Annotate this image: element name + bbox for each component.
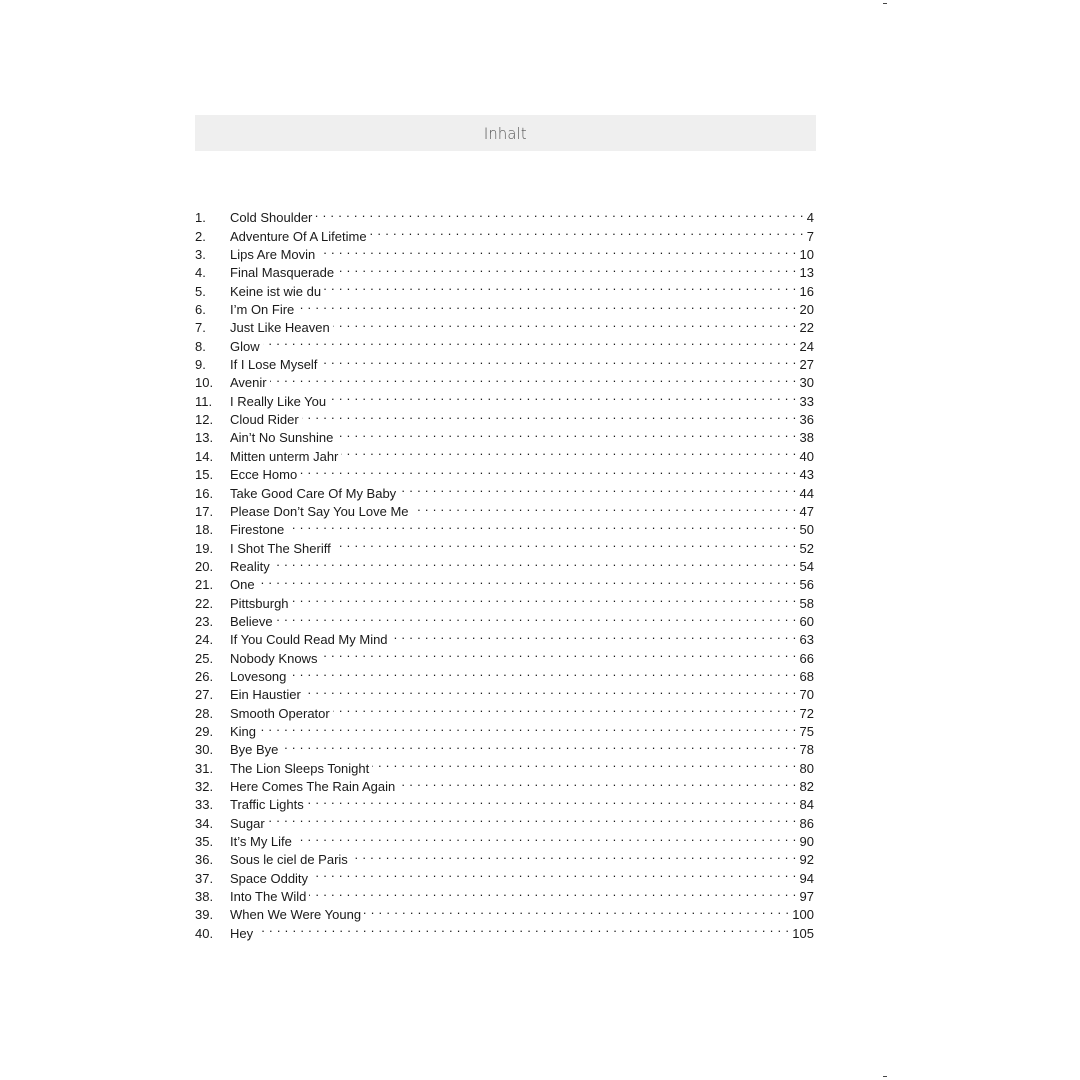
toc-dot-leader bbox=[320, 351, 796, 369]
toc-dot-leader bbox=[336, 424, 796, 442]
toc-dot-leader bbox=[281, 736, 796, 754]
toc-entry-page: 52 bbox=[799, 540, 814, 556]
toc-entry-title: Cloud Rider bbox=[230, 412, 299, 428]
toc-dot-leader bbox=[334, 534, 797, 552]
toc-entry-number: 32. bbox=[195, 779, 214, 794]
toc-entry-number: 38. bbox=[195, 889, 214, 905]
toc-entry-number: 24. bbox=[195, 632, 214, 648]
toc-dot-leader bbox=[300, 461, 796, 479]
toc-entry-page: 70 bbox=[799, 687, 814, 703]
toc-entry[interactable] bbox=[195, 369, 814, 391]
toc-entry-page: 50 bbox=[799, 522, 814, 538]
toc-entry-number: 2. bbox=[195, 228, 206, 244]
toc-entry-title: Adventure Of A Lifetime bbox=[230, 228, 367, 244]
crop-mark-bottom bbox=[883, 1076, 887, 1077]
toc-entry-number: 18. bbox=[195, 522, 214, 538]
toc-entry-number: 37. bbox=[195, 870, 214, 886]
toc-entry-number: 4. bbox=[195, 265, 206, 281]
toc-entry-number: 25. bbox=[195, 650, 214, 666]
toc-dot-leader bbox=[324, 277, 796, 295]
toc-entry-number: 20. bbox=[195, 558, 214, 574]
toc-entry-page: 33 bbox=[799, 393, 814, 409]
toc-entry-title: Firestone bbox=[230, 522, 285, 538]
toc-entry-title: When We Were Young bbox=[230, 907, 362, 923]
toc-entry[interactable] bbox=[195, 553, 814, 574]
toc-entry-number: 28. bbox=[195, 705, 214, 721]
toc-entry-title: Cold Shoulder bbox=[230, 210, 313, 226]
toc-entry-number: 19. bbox=[195, 540, 214, 556]
toc-dot-leader bbox=[263, 332, 797, 350]
toc-entry-number: 10. bbox=[195, 375, 214, 391]
toc-entry-title: I Really Like You bbox=[230, 393, 327, 409]
toc-entry-title: Ain’t No Sunshine bbox=[230, 430, 334, 446]
toc-entry-page: 60 bbox=[799, 613, 814, 629]
toc-entry-title: Please Don’t Say You Love Me bbox=[230, 503, 409, 519]
toc-entry[interactable] bbox=[195, 351, 814, 373]
toc-entry-number: 7. bbox=[195, 320, 206, 336]
toc-entry-page: 90 bbox=[799, 834, 814, 850]
page-title: Inhalt bbox=[483, 123, 527, 143]
toc-entry[interactable] bbox=[195, 534, 814, 556]
toc-entry[interactable] bbox=[195, 736, 814, 758]
toc-entry-number: 36. bbox=[195, 852, 214, 868]
toc-entry-title: The Lion Sleeps Tonight bbox=[230, 760, 370, 776]
toc-dot-leader bbox=[315, 204, 803, 222]
toc-dot-leader bbox=[307, 791, 797, 809]
toc-entry-page: 22 bbox=[799, 320, 814, 336]
toc-entry-number: 31. bbox=[195, 760, 214, 776]
toc-entry-page: 97 bbox=[799, 889, 814, 905]
toc-entry-number: 30. bbox=[195, 742, 214, 758]
toc-entry[interactable] bbox=[195, 718, 814, 739]
toc-entry-title: Into The Wild bbox=[230, 889, 307, 905]
toc-entry-title: Take Good Care Of My Baby bbox=[230, 485, 397, 501]
toc-entry-number: 5. bbox=[195, 283, 206, 299]
toc-entry-title: Ein Haustier bbox=[230, 687, 301, 703]
toc-entry-page: 82 bbox=[799, 779, 814, 794]
title-bar bbox=[195, 115, 816, 151]
toc-dot-leader bbox=[289, 663, 796, 681]
toc-entry-title: Hey bbox=[230, 925, 254, 941]
toc-entry[interactable] bbox=[195, 754, 814, 776]
toc-entry-page: 105 bbox=[792, 925, 814, 941]
toc-entry-number: 15. bbox=[195, 467, 214, 483]
toc-entry-title: If I Lose Myself bbox=[230, 357, 318, 373]
toc-entry-title: I Shot The Sheriff bbox=[230, 540, 331, 556]
toc-dot-leader bbox=[372, 754, 796, 772]
toc-entry-number: 17. bbox=[195, 503, 214, 519]
toc-entry-page: 4 bbox=[806, 210, 814, 226]
toc-entry-number: 40. bbox=[195, 925, 214, 941]
toc-dot-leader bbox=[333, 314, 797, 332]
toc-entry-number: 33. bbox=[195, 797, 214, 813]
toc-entry-page: 30 bbox=[799, 375, 814, 391]
toc-entry[interactable] bbox=[195, 589, 814, 611]
toc-dot-leader bbox=[364, 901, 789, 919]
toc-entry-page: 36 bbox=[799, 412, 814, 428]
toc-dot-leader bbox=[309, 883, 796, 901]
toc-entry[interactable] bbox=[195, 809, 814, 831]
toc-entry-number: 27. bbox=[195, 687, 214, 703]
toc-entry[interactable] bbox=[195, 516, 814, 538]
toc-entry-number: 14. bbox=[195, 448, 214, 464]
toc-entry-page: 100 bbox=[792, 907, 814, 923]
toc-entry-page: 43 bbox=[799, 467, 814, 483]
toc-entry-title: Sugar bbox=[230, 815, 265, 831]
toc-entry-page: 84 bbox=[799, 797, 814, 813]
toc-entry-title: Lips Are Movin bbox=[230, 247, 316, 263]
toc-entry-page: 58 bbox=[799, 595, 814, 611]
toc-dot-leader bbox=[337, 259, 796, 277]
toc-entry-page: 44 bbox=[799, 485, 814, 501]
toc-dot-leader bbox=[292, 589, 797, 607]
toc-entry-number: 29. bbox=[195, 723, 214, 739]
toc-dot-leader bbox=[329, 387, 796, 405]
toc-entry-title: Space Oddity bbox=[230, 870, 309, 886]
toc-entry-title: Avenir bbox=[230, 375, 267, 391]
toc-entry-page: 38 bbox=[799, 430, 814, 446]
toc-entry-title: Final Masquerade bbox=[230, 265, 335, 281]
toc-entry-page: 75 bbox=[799, 723, 814, 739]
toc-entry[interactable] bbox=[195, 626, 814, 648]
toc-entry-title: If You Could Read My Mind bbox=[230, 632, 388, 648]
toc-entry-page: 47 bbox=[799, 503, 814, 519]
toc-dot-leader bbox=[273, 553, 797, 571]
toc-dot-leader bbox=[391, 626, 797, 644]
toc-entry-number: 22. bbox=[195, 595, 214, 611]
toc-entry-title: Smooth Operator bbox=[230, 705, 330, 721]
toc-entry-page: 24 bbox=[799, 338, 814, 354]
toc-dot-leader bbox=[341, 442, 796, 460]
toc-dot-leader bbox=[370, 222, 804, 240]
toc-entry-number: 35. bbox=[195, 834, 214, 850]
toc-entry-page: 78 bbox=[799, 742, 814, 758]
toc-entry-title: Believe bbox=[230, 613, 273, 629]
toc-entry-title: Lovesong bbox=[230, 668, 287, 684]
toc-entry-title: Pittsburgh bbox=[230, 595, 289, 611]
toc-entry-number: 21. bbox=[195, 577, 214, 593]
toc-dot-leader bbox=[320, 644, 796, 662]
toc-dot-leader bbox=[276, 608, 797, 626]
toc-entry-title: Reality bbox=[230, 558, 270, 574]
toc-dot-leader bbox=[297, 296, 796, 314]
toc-entry-number: 23. bbox=[195, 613, 214, 629]
toc-entry-page: 66 bbox=[799, 650, 814, 666]
toc-entry-page: 27 bbox=[799, 357, 814, 373]
toc-dot-leader bbox=[399, 479, 796, 497]
toc-dot-leader bbox=[259, 718, 797, 736]
toc-entry[interactable] bbox=[195, 828, 814, 850]
toc-dot-leader bbox=[333, 699, 797, 717]
toc-entry-title: Just Like Heaven bbox=[230, 320, 330, 336]
toc-dot-leader bbox=[270, 369, 797, 387]
toc-dot-leader bbox=[295, 828, 797, 846]
toc-entry-page: 13 bbox=[799, 265, 814, 281]
toc-entry-page: 40 bbox=[799, 448, 814, 464]
toc-entry-page: 80 bbox=[799, 760, 814, 776]
toc-entry[interactable] bbox=[195, 332, 814, 354]
toc-entry-title: Sous le ciel de Paris bbox=[230, 852, 348, 868]
toc-entry-page: 92 bbox=[799, 852, 814, 868]
toc-entry-page: 63 bbox=[799, 632, 814, 648]
toc-entry-page: 94 bbox=[799, 870, 814, 886]
toc-dot-leader bbox=[398, 773, 796, 791]
table-of-contents bbox=[195, 204, 814, 941]
toc-entry-number: 3. bbox=[195, 247, 206, 263]
toc-dot-leader bbox=[311, 864, 796, 882]
toc-dot-leader bbox=[318, 241, 796, 259]
toc-entry-number: 8. bbox=[195, 338, 206, 354]
toc-dot-leader bbox=[256, 919, 789, 937]
toc-entry-page: 10 bbox=[799, 247, 814, 263]
toc-entry[interactable] bbox=[195, 919, 814, 941]
toc-entry-number: 11. bbox=[195, 393, 213, 409]
toc-dot-leader bbox=[412, 498, 797, 516]
toc-entry-title: Traffic Lights bbox=[230, 797, 304, 813]
toc-entry-title: Bye Bye bbox=[230, 742, 279, 758]
toc-entry-title: King bbox=[230, 723, 257, 739]
toc-entry-number: 9. bbox=[195, 357, 206, 373]
toc-entry-title: It’s My Life bbox=[230, 834, 292, 850]
toc-dot-leader bbox=[258, 571, 797, 589]
toc-entry-number: 6. bbox=[195, 302, 206, 318]
toc-entry-page: 72 bbox=[799, 705, 814, 721]
toc-entry-page: 20 bbox=[799, 302, 814, 318]
toc-entry-title: Ecce Homo bbox=[230, 467, 298, 483]
toc-entry-page: 16 bbox=[799, 283, 814, 299]
toc-entry-number: 12. bbox=[195, 412, 214, 428]
toc-entry-title: Glow bbox=[230, 338, 260, 354]
toc-entry-number: 16. bbox=[195, 485, 214, 501]
toc-dot-leader bbox=[351, 846, 797, 864]
toc-entry-number: 13. bbox=[195, 430, 214, 446]
toc-entry[interactable] bbox=[195, 387, 814, 409]
toc-entry-number: 1. bbox=[195, 210, 206, 226]
toc-entry[interactable] bbox=[195, 608, 814, 629]
toc-entry-page: 86 bbox=[799, 815, 814, 831]
toc-entry-number: 39. bbox=[195, 907, 214, 923]
toc-entry-title: I’m On Fire bbox=[230, 302, 295, 318]
toc-entry[interactable] bbox=[195, 571, 814, 593]
toc-entry-title: Here Comes The Rain Again bbox=[230, 779, 396, 794]
toc-entry-page: 68 bbox=[799, 668, 814, 684]
toc-entry-title: Keine ist wie du bbox=[230, 283, 322, 299]
toc-dot-leader bbox=[287, 516, 796, 534]
toc-entry-title: One bbox=[230, 577, 255, 593]
toc-dot-leader bbox=[304, 681, 797, 699]
crop-mark-top bbox=[883, 3, 887, 4]
toc-entry-number: 34. bbox=[195, 815, 214, 831]
toc-entry[interactable] bbox=[195, 204, 814, 226]
toc-entry-number: 26. bbox=[195, 668, 214, 684]
toc-entry-title: Mitten unterm Jahr bbox=[230, 448, 339, 464]
toc-entry-page: 56 bbox=[799, 577, 814, 593]
toc-entry-page: 54 bbox=[799, 558, 814, 574]
toc-entry-page: 7 bbox=[806, 228, 814, 244]
toc-dot-leader bbox=[302, 406, 797, 424]
toc-dot-leader bbox=[268, 809, 797, 827]
toc-entry-title: Nobody Knows bbox=[230, 650, 318, 666]
